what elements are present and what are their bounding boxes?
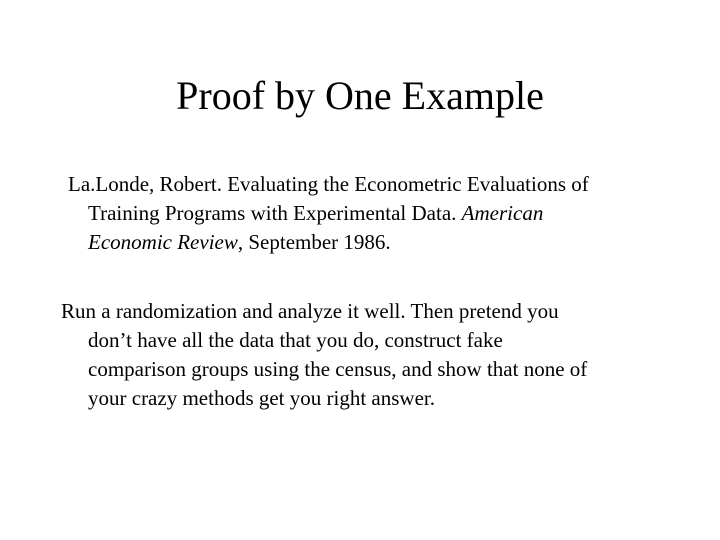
citation-date: , September 1986.: [237, 230, 391, 254]
description-line-4: your crazy methods get you right answer.: [88, 386, 435, 410]
citation-line-2: [68, 199, 589, 228]
description-line-2: don’t have all the data that you do, construct fake: [88, 328, 503, 352]
description-paragraph: [61, 297, 587, 413]
slide-title: Proof by One Example: [176, 73, 544, 118]
description-line-1: Run a randomization and analyze it well. Then pretend you: [61, 299, 559, 323]
description-line-3: comparison groups using the census, and show that none of: [88, 357, 588, 381]
citation-paragraph: [68, 170, 589, 257]
journal-name-part-2: Economic Review: [88, 230, 238, 254]
citation-line-3: [68, 228, 589, 257]
journal-name-part-1: American: [461, 201, 544, 225]
citation-line-2-text: Training Programs with Experimental Data.: [88, 201, 462, 225]
citation-line-1: La.Londe, Robert. Evaluating the Econometric Evaluations of: [68, 172, 589, 196]
